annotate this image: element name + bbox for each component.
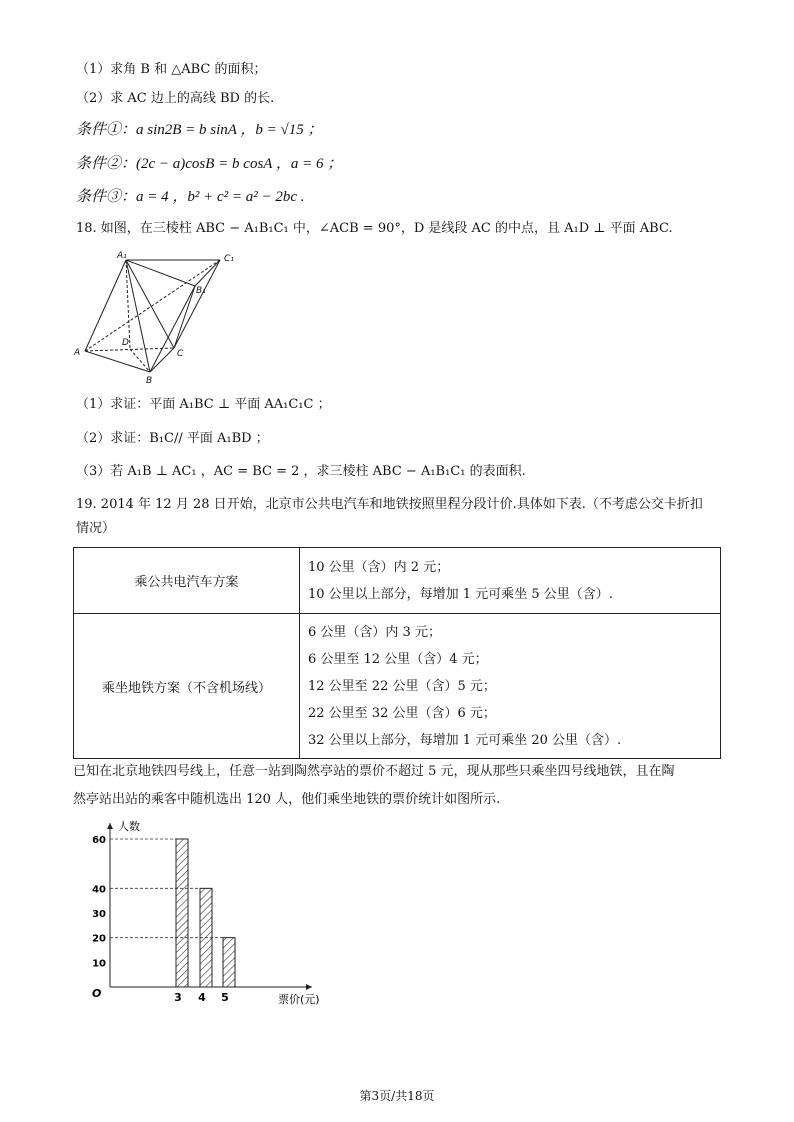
y-tick-label: 60 xyxy=(92,835,106,846)
q19-stem-line1: 19. 2014 年 12 月 28 日开始，北京市公共电汽车和地铁按照里程分段计价.具体如下表.（不考虑公交卡折扣 xyxy=(76,497,703,512)
q17-condition-1: 条件①：a sin2B = b sinA ，b = √15 ； xyxy=(76,122,323,138)
bar-5 xyxy=(223,938,235,987)
q19-after-line1: 已知在北京地铁四号线上，任意一站到陶然亭站的票价不超过 5 元，现从那些只乘坐四号线地铁，且在陶 xyxy=(73,764,675,779)
q18-stem: 18. 如图，在三棱柱 ABC − A₁B₁C₁ 中，∠ACB = 90°，D 是线段 AC 的中点，且 A₁D ⊥ 平面 ABC. xyxy=(76,221,673,236)
fare-table xyxy=(73,547,721,759)
bar-4 xyxy=(200,888,212,987)
y-axis-arrow xyxy=(107,823,113,829)
fare-bar-chart xyxy=(80,815,340,1010)
x-axis-label: 票价(元) xyxy=(278,993,320,1006)
rule-line: 22 公里至 32 公里（含）6 元； xyxy=(308,705,496,721)
table-cell-rules xyxy=(300,614,721,759)
label-C1: C₁ xyxy=(224,254,234,264)
q17-condition-3: 条件③：a = 4 ，b² + c² = a² − 2bc . xyxy=(76,189,305,205)
rule-line: 10 公里（含）内 2 元； xyxy=(308,559,450,575)
page-footer: 第3页/共18页 xyxy=(359,1089,435,1103)
x-axis-arrow xyxy=(306,984,312,990)
q17-condition-2: 条件②：(2c − a)cosB = b cosA ，a = 6 ； xyxy=(76,156,343,172)
rule-line: 6 公里至 12 公里（含）4 元； xyxy=(308,651,488,667)
label-A1: A₁ xyxy=(117,251,127,261)
label-A: A xyxy=(74,348,81,358)
label-C: C xyxy=(177,349,184,359)
table-cell-rules xyxy=(300,548,721,614)
label-B1: B₁ xyxy=(196,286,206,296)
y-tick-label: 20 xyxy=(92,933,106,945)
q19-after-line2: 然亭站出站的乘客中随机选出 120 人，他们乘坐地铁的票价统计如图所示. xyxy=(73,792,501,807)
q18-part1: （1）求证：平面 A₁BC ⊥ 平面 AA₁C₁C ； xyxy=(76,397,331,412)
origin-label: O xyxy=(92,987,102,1000)
q18-part3: （3）若 A₁B ⊥ AC₁ ，AC = BC = 2 ，求三棱柱 ABC − A₁B₁C₁ 的表面积. xyxy=(76,464,526,479)
label-B: B xyxy=(146,376,153,386)
y-axis-label: 人数 xyxy=(118,820,140,833)
q17-part2: （2）求 AC 边上的高线 BD 的长. xyxy=(76,91,275,106)
prism-figure xyxy=(70,248,250,388)
x-tick-label: 4 xyxy=(198,991,206,1004)
q18-part2: （2）求证：B₁C// 平面 A₁BD ； xyxy=(76,431,269,446)
label-D: D xyxy=(122,338,129,348)
rule-line: 32 公里以上部分，每增加 1 元可乘坐 20 公里（含）. xyxy=(308,732,622,748)
rule-line: 6 公里（含）内 3 元； xyxy=(308,624,441,640)
y-tick-label: 40 xyxy=(92,884,106,896)
bar-3 xyxy=(176,839,188,987)
table-cell-label: 乘坐地铁方案（不含机场线） xyxy=(74,614,300,759)
table-cell-label: 乘公共电汽车方案 xyxy=(74,548,300,614)
rule-line: 12 公里至 22 公里（含）5 元； xyxy=(308,678,496,694)
q17-part1: （1）求角 B 和 △ABC 的面积； xyxy=(76,62,267,77)
x-tick-label: 3 xyxy=(174,991,182,1004)
rule-line: 10 公里以上部分，每增加 1 元可乘坐 5 公里（含）. xyxy=(308,586,613,602)
table-row xyxy=(74,614,721,759)
y-tick-label: 30 xyxy=(92,909,106,920)
table-row xyxy=(74,548,721,614)
q19-stem-line2: 情况） xyxy=(76,521,116,536)
y-tick-label: 10 xyxy=(92,958,106,970)
x-tick-label: 5 xyxy=(221,991,229,1004)
